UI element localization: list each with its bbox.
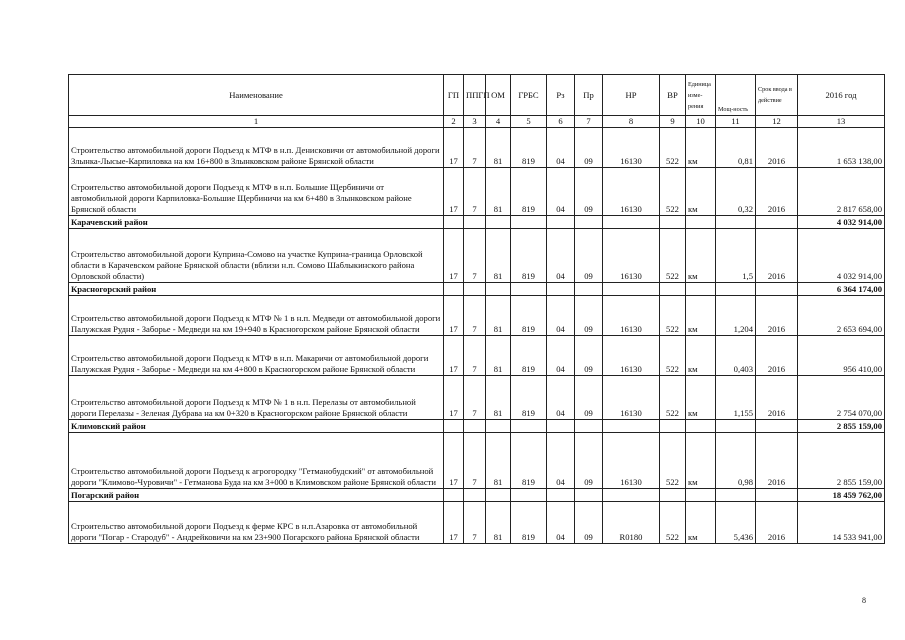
empty-cell (464, 420, 486, 433)
empty-cell (464, 489, 486, 502)
cell-vr: 522 (660, 168, 686, 216)
cell-term: 2016 (756, 376, 798, 420)
cell-ppgp: 7 (464, 433, 486, 489)
district-row (69, 283, 885, 296)
district-row (69, 489, 885, 502)
cell-term: 2016 (756, 168, 798, 216)
cell-term: 2016 (756, 433, 798, 489)
cell-unit: км (686, 229, 716, 283)
district-total: 6 364 174,00 (798, 283, 885, 296)
cell-grbs: 819 (511, 128, 547, 168)
empty-cell (486, 489, 511, 502)
header-nr: НР (603, 75, 660, 116)
district-row (69, 216, 885, 229)
cell-power: 5,436 (716, 502, 756, 544)
table-row (69, 502, 885, 544)
district-total: 2 855 159,00 (798, 420, 885, 433)
header-om: ОМ (486, 75, 511, 116)
cell-nr: R0180 (603, 502, 660, 544)
item-name: Строительство автомобильной дороги Подъезд к МТФ в н.п. Большие Щербиничи от автомобильной дороги Карпиловка-Большие Щербиничи на км 6+480 в Злынковском районе Брянской области (69, 168, 444, 216)
empty-cell (686, 420, 716, 433)
cell-rz: 04 (547, 502, 575, 544)
cell-grbs: 819 (511, 502, 547, 544)
cell-pr: 09 (575, 376, 603, 420)
header-unit: Единица изме-рения (686, 75, 716, 116)
column-number: 7 (575, 116, 603, 128)
header-grbs: ГРБС (511, 75, 547, 116)
item-name: Строительство автомобильной дороги Подъезд к МТФ № 1 в н.п. Перелазы от автомобильной дороги Перелазы - Зеленая Дубрава на км 0+320 в Красногорском районе Брянской области (69, 376, 444, 420)
cell-gp: 17 (444, 502, 464, 544)
cell-power: 1,204 (716, 296, 756, 336)
header-gp: ГП (444, 75, 464, 116)
cell-grbs: 819 (511, 229, 547, 283)
empty-cell (686, 216, 716, 229)
cell-ppgp: 7 (464, 376, 486, 420)
header-power: Мощ-ность (716, 75, 756, 116)
cell-rz: 04 (547, 336, 575, 376)
cell-power: 0,98 (716, 433, 756, 489)
cell-om: 81 (486, 128, 511, 168)
cell-unit: км (686, 128, 716, 168)
cell-om: 81 (486, 168, 511, 216)
empty-cell (444, 283, 464, 296)
cell-power: 1,155 (716, 376, 756, 420)
table-row (69, 296, 885, 336)
item-name: Строительство автомобильной дороги Подъезд к МТФ № 1 в н.п. Медведи от автомобильной дороги Палужская Рудня - Заборье - Медведи на км 19+940 в Красногорском районе Брянской области (69, 296, 444, 336)
column-number: 12 (756, 116, 798, 128)
cell-ppgp: 7 (464, 502, 486, 544)
empty-cell (660, 216, 686, 229)
cell-gp: 17 (444, 336, 464, 376)
cell-om: 81 (486, 229, 511, 283)
column-number: 5 (511, 116, 547, 128)
empty-cell (756, 283, 798, 296)
cell-om: 81 (486, 296, 511, 336)
column-number: 10 (686, 116, 716, 128)
cell-gp: 17 (444, 168, 464, 216)
header-year: 2016 год (798, 75, 885, 116)
header-name: Наименование (69, 75, 444, 116)
district-name: Климовский район (69, 420, 444, 433)
empty-cell (486, 283, 511, 296)
cell-unit: км (686, 376, 716, 420)
cell-term: 2016 (756, 128, 798, 168)
cell-rz: 04 (547, 433, 575, 489)
item-name: Строительство автомобильной дороги Подъезд к МТФ в н.п. Денисковичи от автомобильной дороги Злынка-Лысые-Карпиловка на км 16+800 в Злынковском районе Брянской области (69, 128, 444, 168)
cell-pr: 09 (575, 502, 603, 544)
cell-om: 81 (486, 336, 511, 376)
district-name: Красногорский район (69, 283, 444, 296)
header-ppgp: ППГП (464, 75, 486, 116)
empty-cell (486, 420, 511, 433)
header-rz: Рз (547, 75, 575, 116)
cell-power: 0,32 (716, 168, 756, 216)
cell-grbs: 819 (511, 433, 547, 489)
item-name: Строительство автомобильной дороги Подъезд к МТФ в н.п. Макаричи от автомобильной дороги Палужская Рудня - Заборье - Медведи на км 4+800 в Красногорском районе Брянской области (69, 336, 444, 376)
column-number: 4 (486, 116, 511, 128)
table-row (69, 229, 885, 283)
cell-nr: 16130 (603, 296, 660, 336)
item-name: Строительство автомобильной дороги Подъезд к ферме КРС в н.п.Азаровка от автомобильной дороги "Погар - Стародуб" - Андрейковичи на км 23+900 Погарского района Брянской области (69, 502, 444, 544)
empty-cell (575, 420, 603, 433)
column-number: 11 (716, 116, 756, 128)
budget-table (68, 74, 885, 544)
cell-gp: 17 (444, 376, 464, 420)
empty-cell (603, 489, 660, 502)
cell-amount: 2 855 159,00 (798, 433, 885, 489)
header-row (69, 75, 885, 116)
empty-cell (547, 283, 575, 296)
cell-nr: 16130 (603, 229, 660, 283)
cell-gp: 17 (444, 229, 464, 283)
empty-cell (716, 489, 756, 502)
empty-cell (547, 216, 575, 229)
cell-rz: 04 (547, 128, 575, 168)
cell-gp: 17 (444, 296, 464, 336)
empty-cell (716, 283, 756, 296)
cell-unit: км (686, 433, 716, 489)
column-number: 6 (547, 116, 575, 128)
cell-ppgp: 7 (464, 336, 486, 376)
header-pr: Пр (575, 75, 603, 116)
empty-cell (660, 283, 686, 296)
cell-amount: 956 410,00 (798, 336, 885, 376)
item-name: Строительство автомобильной дороги Подъезд к агрогородку "Гетманобудский" от автомобильной дороги "Климово-Чуровичи" - Гетманова Буда на км 3+000 в Климовском районе Брянской области (69, 433, 444, 489)
empty-cell (511, 420, 547, 433)
column-number: 9 (660, 116, 686, 128)
district-total: 18 459 762,00 (798, 489, 885, 502)
empty-cell (575, 216, 603, 229)
cell-unit: км (686, 336, 716, 376)
cell-ppgp: 7 (464, 296, 486, 336)
empty-cell (575, 489, 603, 502)
empty-cell (686, 283, 716, 296)
empty-cell (716, 216, 756, 229)
table-row (69, 128, 885, 168)
cell-nr: 16130 (603, 168, 660, 216)
table-row (69, 433, 885, 489)
cell-rz: 04 (547, 376, 575, 420)
cell-rz: 04 (547, 168, 575, 216)
empty-cell (603, 420, 660, 433)
district-row (69, 420, 885, 433)
cell-nr: 16130 (603, 433, 660, 489)
cell-pr: 09 (575, 296, 603, 336)
cell-vr: 522 (660, 502, 686, 544)
column-number: 1 (69, 116, 444, 128)
district-name: Погарский район (69, 489, 444, 502)
empty-cell (756, 216, 798, 229)
table-row (69, 168, 885, 216)
cell-pr: 09 (575, 168, 603, 216)
empty-cell (444, 489, 464, 502)
cell-gp: 17 (444, 128, 464, 168)
cell-om: 81 (486, 433, 511, 489)
empty-cell (756, 489, 798, 502)
cell-power: 0,403 (716, 336, 756, 376)
table-row (69, 336, 885, 376)
cell-amount: 4 032 914,00 (798, 229, 885, 283)
cell-amount: 2 754 070,00 (798, 376, 885, 420)
empty-cell (660, 420, 686, 433)
cell-pr: 09 (575, 128, 603, 168)
column-number-row (69, 116, 885, 128)
empty-cell (756, 420, 798, 433)
empty-cell (444, 216, 464, 229)
cell-vr: 522 (660, 296, 686, 336)
cell-unit: км (686, 502, 716, 544)
column-number: 3 (464, 116, 486, 128)
empty-cell (603, 216, 660, 229)
cell-power: 1,5 (716, 229, 756, 283)
page-number: 8 (862, 596, 866, 605)
cell-grbs: 819 (511, 336, 547, 376)
column-number: 8 (603, 116, 660, 128)
table-row (69, 376, 885, 420)
cell-unit: км (686, 296, 716, 336)
empty-cell (464, 216, 486, 229)
cell-nr: 16130 (603, 336, 660, 376)
empty-cell (511, 489, 547, 502)
empty-cell (511, 283, 547, 296)
cell-vr: 522 (660, 128, 686, 168)
cell-grbs: 819 (511, 296, 547, 336)
cell-pr: 09 (575, 336, 603, 376)
cell-term: 2016 (756, 229, 798, 283)
cell-amount: 1 653 138,00 (798, 128, 885, 168)
empty-cell (603, 283, 660, 296)
cell-ppgp: 7 (464, 229, 486, 283)
header-vr: ВР (660, 75, 686, 116)
column-number: 13 (798, 116, 885, 128)
column-number: 2 (444, 116, 464, 128)
cell-amount: 14 533 941,00 (798, 502, 885, 544)
cell-term: 2016 (756, 296, 798, 336)
cell-unit: км (686, 168, 716, 216)
empty-cell (686, 489, 716, 502)
empty-cell (444, 420, 464, 433)
cell-pr: 09 (575, 433, 603, 489)
cell-term: 2016 (756, 336, 798, 376)
empty-cell (511, 216, 547, 229)
cell-vr: 522 (660, 433, 686, 489)
cell-grbs: 819 (511, 376, 547, 420)
cell-vr: 522 (660, 336, 686, 376)
district-name: Карачевский район (69, 216, 444, 229)
cell-amount: 2 817 658,00 (798, 168, 885, 216)
empty-cell (660, 489, 686, 502)
empty-cell (486, 216, 511, 229)
cell-rz: 04 (547, 296, 575, 336)
empty-cell (464, 283, 486, 296)
cell-vr: 522 (660, 376, 686, 420)
cell-power: 0,81 (716, 128, 756, 168)
cell-amount: 2 653 694,00 (798, 296, 885, 336)
empty-cell (547, 489, 575, 502)
cell-grbs: 819 (511, 168, 547, 216)
cell-gp: 17 (444, 433, 464, 489)
cell-pr: 09 (575, 229, 603, 283)
empty-cell (547, 420, 575, 433)
empty-cell (575, 283, 603, 296)
header-term: Срок ввода в действие (756, 75, 798, 116)
cell-nr: 16130 (603, 128, 660, 168)
cell-term: 2016 (756, 502, 798, 544)
district-total: 4 032 914,00 (798, 216, 885, 229)
cell-ppgp: 7 (464, 128, 486, 168)
cell-rz: 04 (547, 229, 575, 283)
cell-om: 81 (486, 502, 511, 544)
cell-ppgp: 7 (464, 168, 486, 216)
cell-vr: 522 (660, 229, 686, 283)
item-name: Строительство автомобильной дороги Куприна-Сомово на участке Куприна-граница Орловской области в Карачевском районе Брянской области (вблизи н.п. Сомово Шаблыкинского района Орловской области) (69, 229, 444, 283)
cell-nr: 16130 (603, 376, 660, 420)
cell-om: 81 (486, 376, 511, 420)
empty-cell (716, 420, 756, 433)
table-body (69, 128, 885, 544)
